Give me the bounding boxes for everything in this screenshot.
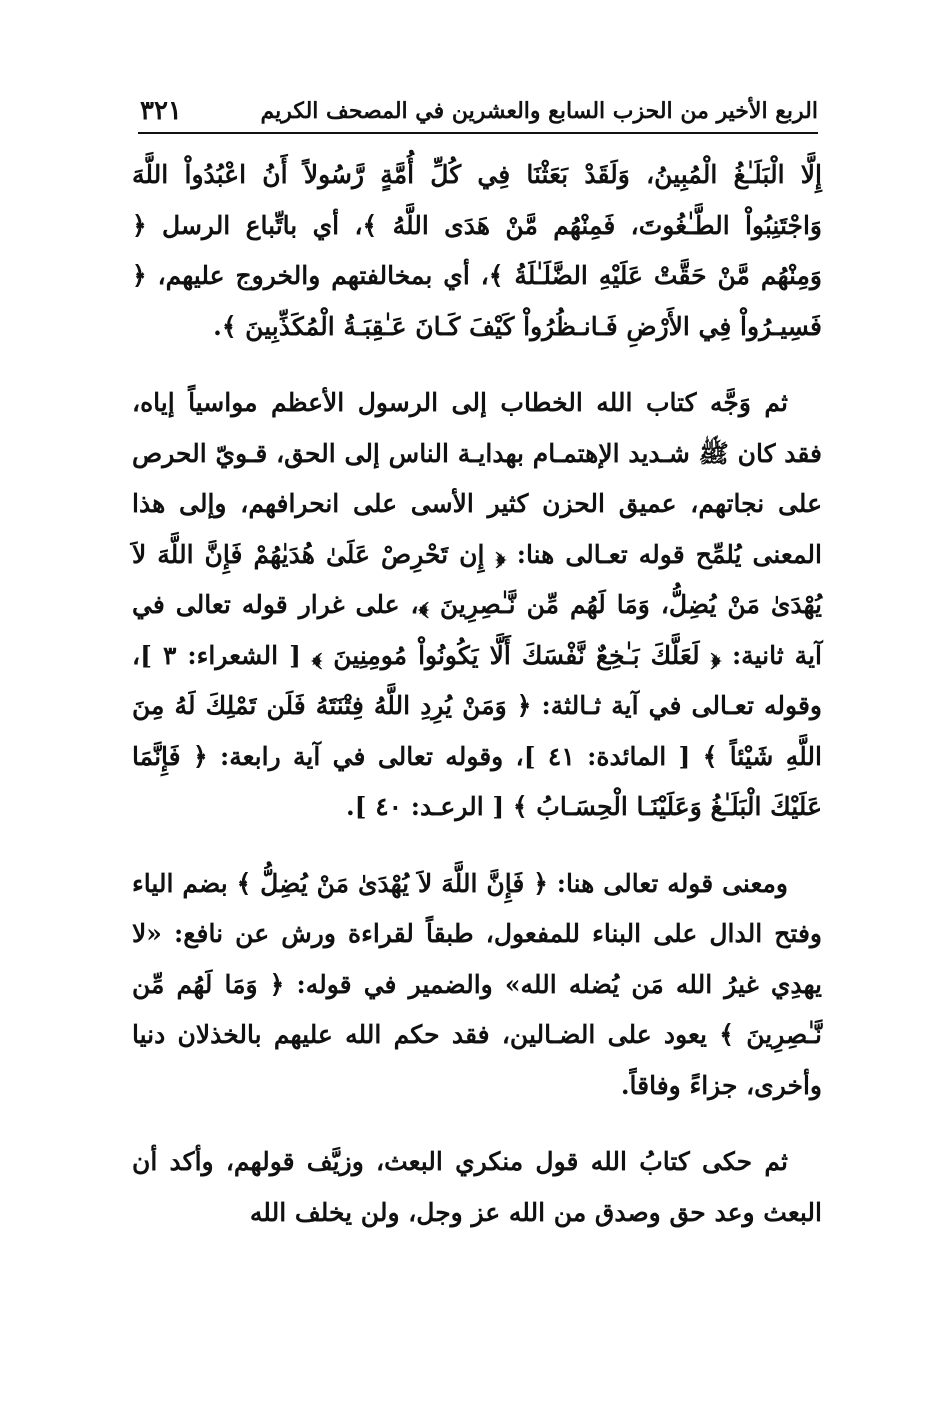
paragraph-quran-continuation: إِلَّا الْبَلَـٰغُ الْمُبِينُ، وَلَقَدْ بَعَثْنَا فِي كُلِّ أُمَّةٍ رَّسُولاً أَنُ اعْبُدُواْ اللَّهَ وَاجْتَنِبُواْ الطَّـٰغُوتَ، فَمِنْهُم مَّنْ هَدَى اللَّهُ ﴾، أي باتِّباع الرسل ﴿ وَمِنْهُم مَّنْ حَقَّتْ عَلَيْهِ الضَّلَـٰلَةُ ﴾، أي بمخالفتهم والخروج عليهم، ﴿ فَسِيـرُواْ فِي الأَرْضِ فَـانـظُرُواْ كَيْفَ كَـانَ عَـٰقِبَـةُ الْمُكَذِّبِينَ ﴾. <box>132 160 822 341</box>
page-body <box>132 150 822 1238</box>
running-title: الربع الأخير من الحزب السابع والعشرين في المصحف الكريم <box>260 98 818 124</box>
paragraph-meaning: ومعنى قوله تعالى هنا: ﴿ فَإِنَّ اللَّهَ لاَ يُهْدَىٰ مَنْ يُضِلُّ ﴾ بضم الياء وفتح الدال على البناء للمفعول، طبقاً لقراءة ورش عن نافع: «لا يهدِي غيرُ الله مَن يُضله الله» والضمير في قوله: ﴿ وَمَا لَهُم مِّن نَّـٰصِرِينَ ﴾ يعود على الضـالين، فقد حكم الله عليهم بالخذلان دنيا وأخرى، جزاءً وفاقاً. <box>132 868 822 1100</box>
page-number: ٣٢١ <box>140 96 182 126</box>
paragraph-consolation: ثم وَجَّه كتاب الله الخطاب إلى الرسول الأعظم مواسياً إياه، فقد كان ﷺ شـديد الإهتمـام بهدايـة الناس إلى الحق، قـويّ الحرص على نجاتهم، عميق الحزن كثير الأسى على انحرافهم، وإلى هذا المعنى يُلمِّح قوله تعـالى هنا: ﴿ إِن تَحْرِصْ عَلَىٰ هُدَيٰهُمْ فَإِنَّ اللَّهَ لاَ يُهْدَىٰ مَنْ يُضِلُّ، وَمَا لَهُم مِّن نَّـٰصِرِينَ ﴾، على غرار قوله تعالى في آية ثانية: ﴿ لَعَلَّكَ بَـٰخِعٌ نَّفْسَكَ أَلَّا يَكُونُواْ مُومِنِينَ ﴾ [ الشعراء: ٣ ]، وقوله تعـالى في آية ثـالثة: ﴿ وَمَنْ يُرِدِ اللَّهُ فِتْنَتَهُ فَلَن تَمْلِكَ لَهُ مِنَ اللَّهِ شَيْئاً ﴾ [ المائدة: ٤١ ]، وقوله تعالى في آية رابعة: ﴿ فَإِنَّمَا عَلَيْكَ الْبَلَـٰغُ وَعَلَيْنَـا الْحِسَـابُ ﴾ [ الرعـد: ٤٠ ]. <box>132 388 822 821</box>
paragraph-resurrection: ثم حكى كتابُ الله قول منكري البعث، وزيَّف قولهم، وأكد أن البعث وعد حق وصدق من الله عز وجل، ولن يخلف الله <box>132 1147 822 1227</box>
page-header <box>138 92 818 134</box>
